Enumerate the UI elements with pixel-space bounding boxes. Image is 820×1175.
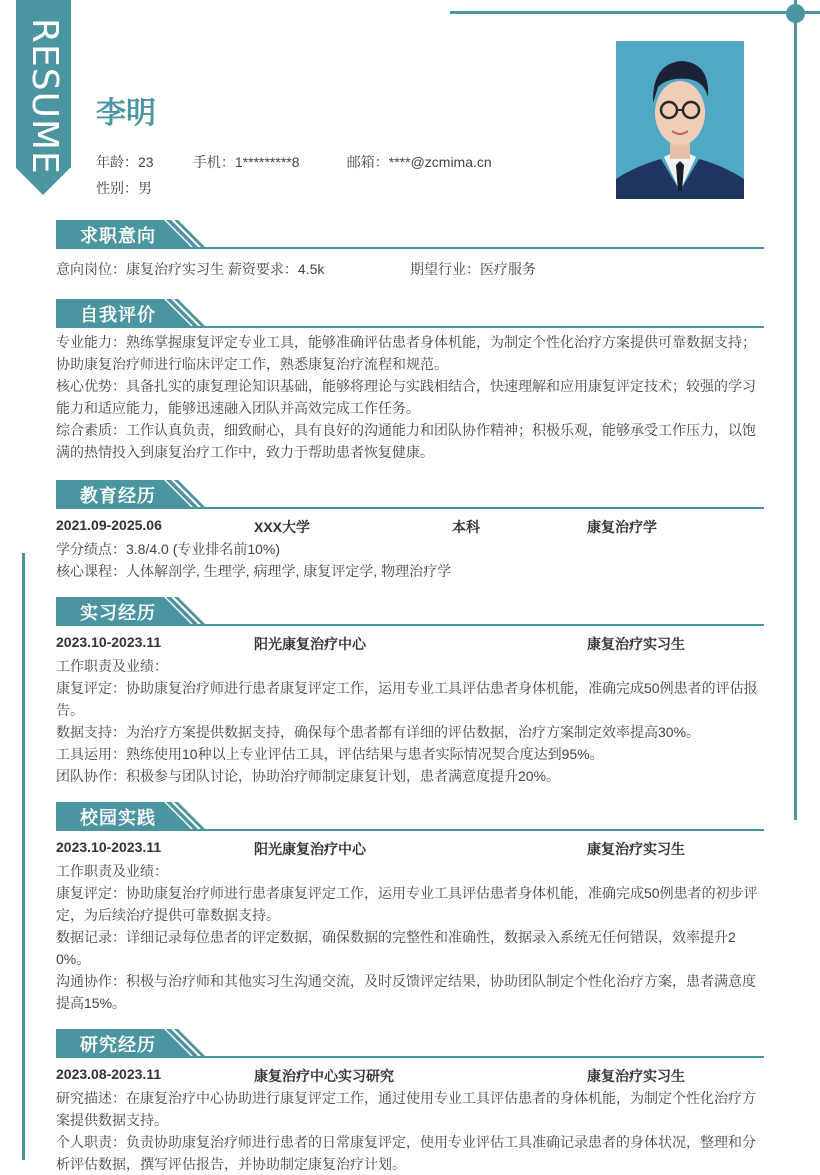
section-education bbox=[56, 480, 764, 582]
text-line: 沟通协作：积极与治疗师和其他实习生沟通交流，及时反馈评定结果，协助团队制定个性化治疗方案，患者满意度 bbox=[56, 973, 756, 989]
section-title: 研究经历 bbox=[80, 1035, 156, 1055]
section-header bbox=[56, 480, 764, 508]
section-job-intent bbox=[56, 220, 764, 280]
phone-field: 手机：1*********8 bbox=[192, 154, 300, 170]
section-header bbox=[56, 802, 764, 830]
school: XXX大学 bbox=[254, 519, 311, 535]
email-field: 邮箱：****@zcmima.cn bbox=[346, 154, 492, 170]
section-title: 实习经历 bbox=[80, 603, 156, 623]
research-row-header bbox=[56, 1063, 764, 1087]
section-title: 校园实践 bbox=[80, 808, 156, 828]
section-self-evaluation bbox=[56, 299, 764, 463]
text-line: 综合素质：工作认真负责，细致耐心，具有良好的沟通能力和团队协作精神；积极乐观，能够承受工作压力，以饱 bbox=[56, 422, 756, 438]
decorative-dot bbox=[786, 4, 805, 23]
role: 康复治疗实习生 bbox=[587, 841, 685, 857]
organization: 阳光康复治疗中心 bbox=[254, 841, 366, 857]
resume-ribbon-text: RESUME bbox=[24, 18, 65, 175]
section-title: 求职意向 bbox=[80, 226, 156, 246]
text-line: 满的热情投入到康复治疗工作中，致力于帮助患者恢复健康。 bbox=[56, 444, 434, 460]
text-line: 0%。 bbox=[56, 951, 91, 967]
stripe-decoration-icon bbox=[156, 480, 208, 508]
resume-ribbon bbox=[16, 0, 71, 195]
organization: 阳光康复治疗中心 bbox=[254, 636, 366, 652]
stripe-decoration-icon bbox=[156, 1029, 208, 1057]
text-line: 核心课程：人体解剖学, 生理学, 病理学, 康复评定学, 物理治疗学 bbox=[56, 563, 452, 579]
text-line: 康复评定：协助康复治疗师进行患者康复评定工作，运用专业工具评估患者身体机能，准确完成50例患者的初步评 bbox=[56, 885, 758, 901]
profile-photo bbox=[616, 41, 744, 199]
text-line: 工具运用：熟练使用10种以上专业评估工具，评估结果与患者实际情况契合度达到95%。 bbox=[56, 746, 604, 762]
section-research bbox=[56, 1029, 764, 1175]
role: 康复治疗实习生 bbox=[587, 1068, 685, 1084]
period: 2023.08-2023.11 bbox=[56, 1066, 162, 1082]
section-header bbox=[56, 597, 764, 625]
period: 2023.10-2023.11 bbox=[56, 839, 162, 855]
role: 康复治疗实习生 bbox=[587, 636, 685, 652]
text-line: 告。 bbox=[56, 702, 84, 718]
text-line: 析评估数据，撰写评估报告，并协助制定康复治疗计划。 bbox=[56, 1156, 406, 1172]
text-line: 研究描述：在康复治疗中心协助进行康复评定工作，通过使用专业工具评估患者的身体机能，为制定个性化治疗方 bbox=[56, 1090, 756, 1106]
section-title: 自我评价 bbox=[80, 305, 156, 325]
organization: 康复治疗中心实习研究 bbox=[254, 1068, 394, 1084]
decorative-top-line bbox=[450, 11, 820, 14]
contact-info-row bbox=[96, 152, 492, 172]
text-line: 团队协作：积极参与团队讨论，协助治疗师制定康复计划，患者满意度提升20%。 bbox=[56, 768, 561, 784]
internship-row-header bbox=[56, 631, 764, 655]
text-line: 核心优势：具备扎实的康复理论知识基础，能够将理论与实践相结合，快速理解和应用康复评定技术；较强的学习 bbox=[56, 378, 756, 394]
section-header bbox=[56, 1029, 764, 1057]
text-line: 提高15%。 bbox=[56, 995, 127, 1011]
period: 2021.09-2025.06 bbox=[56, 517, 162, 533]
text-line: 工作职责及业绩： bbox=[56, 863, 168, 879]
section-internship bbox=[56, 597, 764, 787]
section-header bbox=[56, 299, 764, 327]
stripe-decoration-icon bbox=[156, 299, 208, 327]
major: 康复治疗学 bbox=[587, 519, 657, 535]
stripe-decoration-icon bbox=[156, 597, 208, 625]
campus-row-header bbox=[56, 836, 764, 860]
age-field: 年龄：23 bbox=[96, 154, 154, 170]
decorative-left-line bbox=[22, 553, 25, 1160]
stripe-decoration-icon bbox=[156, 802, 208, 830]
text-line: 定，为后续治疗提供可靠数据支持。 bbox=[56, 907, 280, 923]
text-line: 个人职责：负责协助康复治疗师进行患者的日常康复评定，使用专业评估工具准确记录患者的身体状况，整理和分 bbox=[56, 1134, 756, 1150]
position-salary: 意向岗位：康复治疗实习生 薪资要求：4.5k bbox=[56, 261, 325, 277]
candidate-name: 李明 bbox=[96, 97, 156, 130]
expected-industry: 期望行业：医疗服务 bbox=[410, 261, 536, 277]
period: 2023.10-2023.11 bbox=[56, 634, 162, 650]
section-campus-practice bbox=[56, 802, 764, 1014]
gender-field: 性别：男 bbox=[96, 180, 152, 196]
text-line: 康复评定：协助康复治疗师进行患者康复评定工作，运用专业工具评估患者身体机能，准确完成50例患者的评估报 bbox=[56, 680, 758, 696]
text-line: 专业能力：熟练掌握康复评定专业工具，能够准确评估患者身体机能，为制定个性化治疗方案提供可靠数据支持； bbox=[56, 334, 756, 350]
text-line: 工作职责及业绩： bbox=[56, 658, 168, 674]
text-line: 协助康复治疗师进行临床评定工作，熟悉康复治疗流程和规范。 bbox=[56, 356, 448, 372]
text-line: 数据支持：为治疗方案提供数据支持，确保每个患者都有详细的评估数据，治疗方案制定效率提高30%。 bbox=[56, 724, 701, 740]
text-line: 能力和适应能力，能够迅速融入团队并高效完成工作任务。 bbox=[56, 400, 420, 416]
text-line: 学分绩点：3.8/4.0 (专业排名前10%) bbox=[56, 541, 281, 557]
stripe-decoration-icon bbox=[156, 220, 208, 248]
text-line: 案提供数据支持。 bbox=[56, 1112, 168, 1128]
section-header bbox=[56, 220, 764, 248]
degree: 本科 bbox=[452, 519, 480, 535]
education-row-header bbox=[56, 514, 764, 538]
text-line: 数据记录：详细记录每位患者的评定数据，确保数据的完整性和准确性，数据录入系统无任何错误，效率提升2 bbox=[56, 929, 736, 945]
section-title: 教育经历 bbox=[80, 486, 156, 506]
decorative-right-line bbox=[794, 0, 797, 820]
